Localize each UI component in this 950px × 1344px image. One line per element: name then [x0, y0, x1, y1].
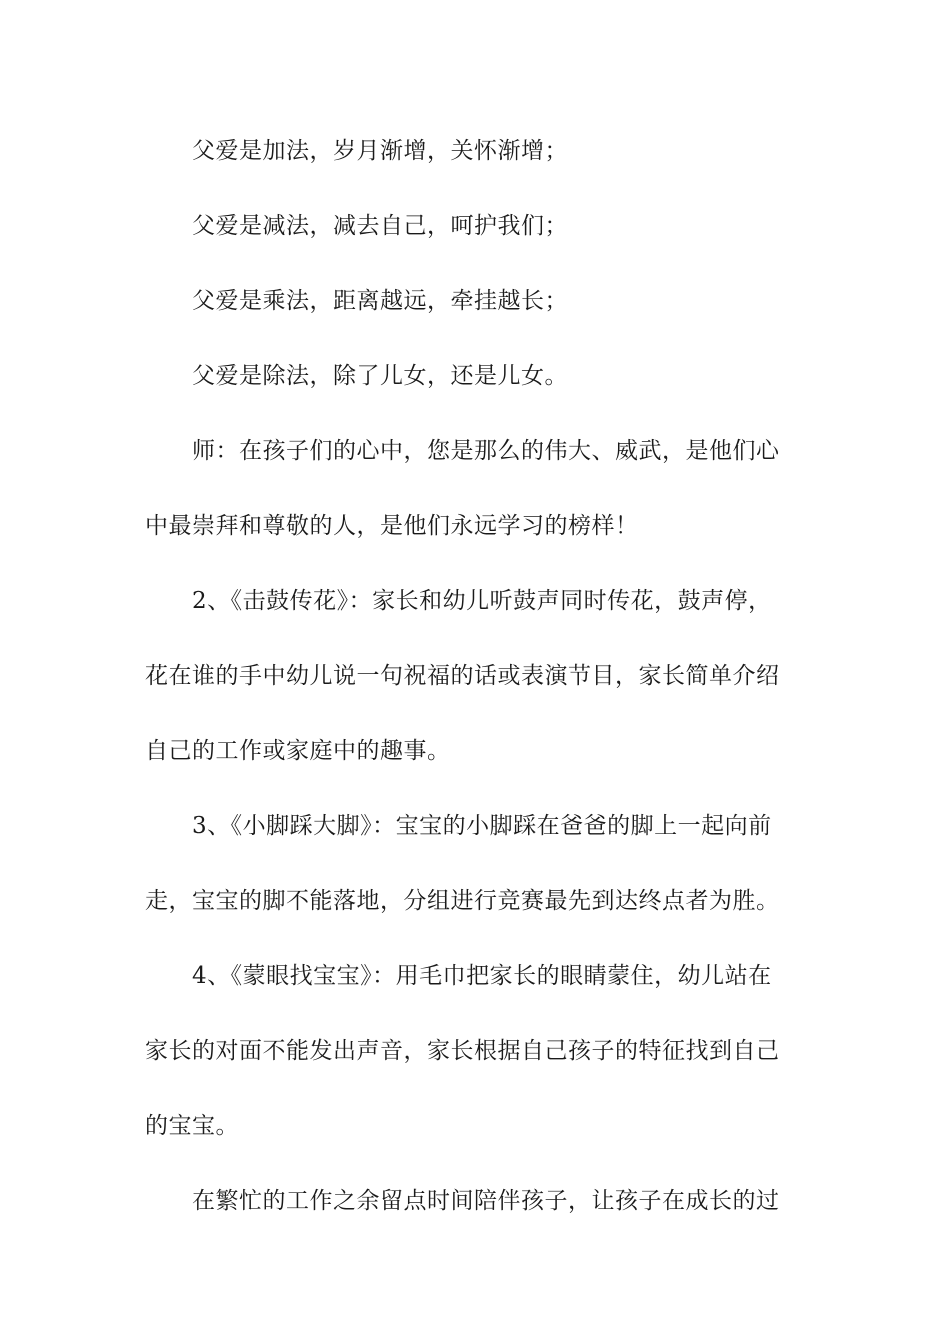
text-line: 父爱是减法，减去自己，呵护我们； — [192, 213, 568, 239]
text-line: 中最崇拜和尊敬的人，是他们永远学习的榜样！ — [145, 513, 639, 539]
text-line: 走，宝宝的脚不能落地，分组进行竞赛最先到达终点者为胜。 — [145, 888, 780, 914]
text-line: 2、《击鼓传花》：家长和幼儿听鼓声同时传花，鼓声停， — [192, 588, 772, 614]
text-line: 的宝宝。 — [145, 1113, 239, 1139]
text-line: 3、《小脚踩大脚》：宝宝的小脚踩在爸爸的脚上一起向前 — [192, 813, 772, 839]
text-line: 父爱是除法，除了儿女，还是儿女。 — [192, 363, 568, 389]
text-line: 师：在孩子们的心中，您是那么的伟大、威武，是他们心 — [192, 438, 780, 464]
text-line: 父爱是加法，岁月渐增，关怀渐增； — [192, 138, 568, 164]
text-line: 在繁忙的工作之余留点时间陪伴孩子，让孩子在成长的过 — [192, 1188, 780, 1214]
text-line: 家长的对面不能发出声音，家长根据自己孩子的特征找到自己 — [145, 1038, 780, 1064]
text-line: 父爱是乘法，距离越远，牵挂越长； — [192, 288, 568, 314]
text-line: 4、《蒙眼找宝宝》：用毛巾把家长的眼睛蒙住，幼儿站在 — [192, 963, 772, 989]
text-line: 花在谁的手中幼儿说一句祝福的话或表演节目，家长简单介绍 — [145, 663, 780, 689]
text-line: 自己的工作或家庭中的趣事。 — [145, 738, 451, 764]
